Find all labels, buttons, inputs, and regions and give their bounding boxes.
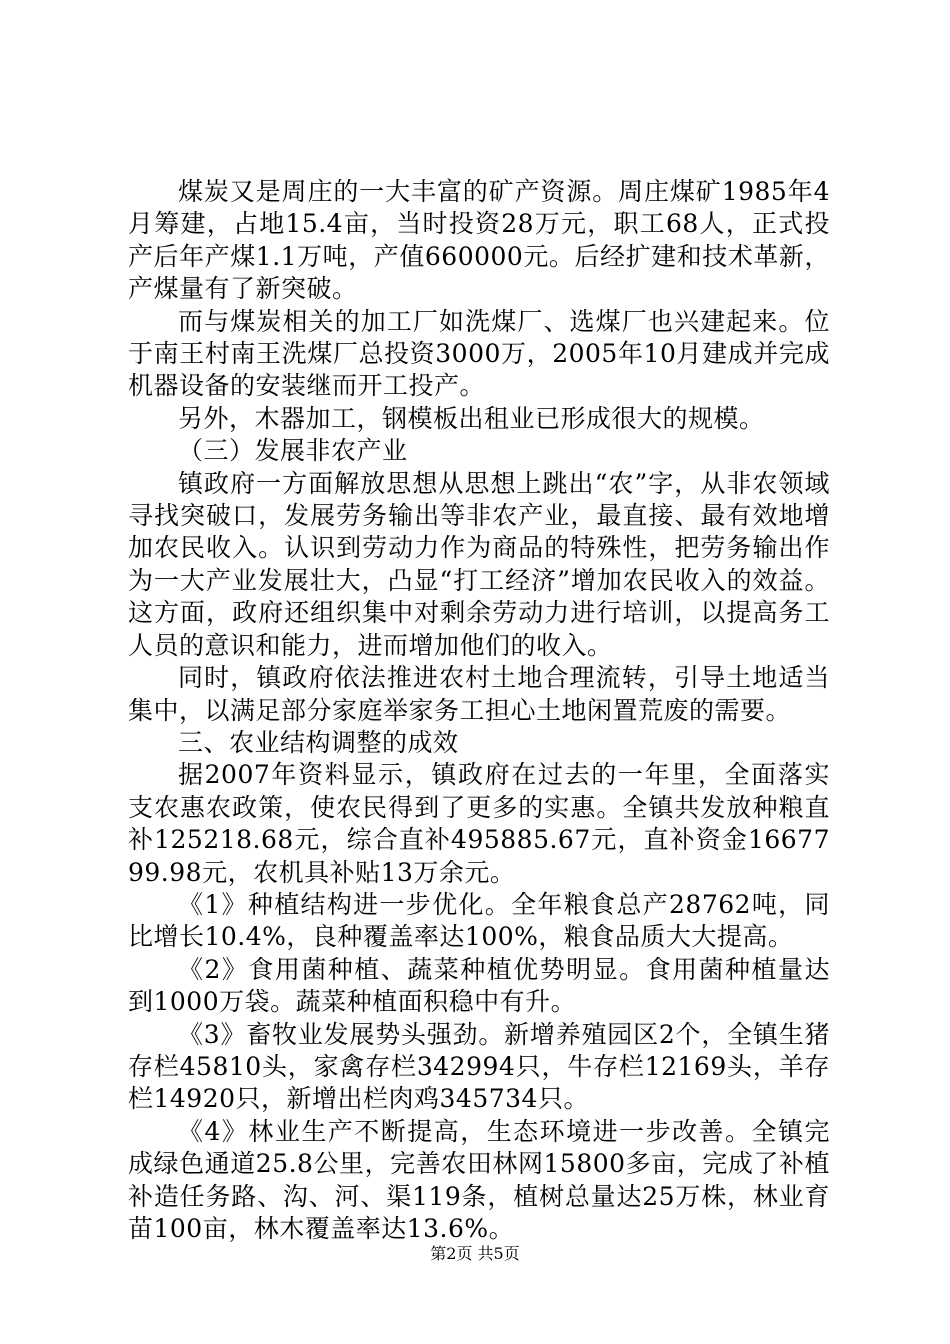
document-body xyxy=(128,176,830,1245)
paragraph-planting-structure: 《1》种植结构进一步优化。全年粮食总产28762吨，同比增长10.4%，良种覆盖率达100%，粮食品质大大提高。 xyxy=(128,889,830,952)
paragraph-forestry: 《4》林业生产不断提高，生态环境进一步改善。全镇完成绿色通道25.8公里，完善农田林网15800多亩，完成了补植补造任务路、沟、河、渠119条，植树总量达25万株，林业育苗100亩，林木覆盖率达13.6%。 xyxy=(128,1116,830,1243)
paragraph-coal-resources: 煤炭又是周庄的一大丰富的矿产资源。周庄煤矿1985年4月筹建，占地15.4亩，当时投资28万元，职工68人，正式投产后年产煤1.1万吨，产值660000元。后经扩建和技术革新，产煤量有了新突破。 xyxy=(128,177,830,304)
paragraph-subsidies-2007: 据2007年资料显示，镇政府在过去的一年里，全面落实支农惠农政策，使农民得到了更多的实惠。全镇共发放种粮直补125218.68元，综合直补495885.67元，直补资金1667799.98元，农机具补贴13万余元。 xyxy=(128,760,830,887)
paragraph-coal-processing: 而与煤炭相关的加工厂如洗煤厂、选煤厂也兴建起来。位于南王村南王洗煤厂总投资3000万，2005年10月建成并完成机器设备的安装继而开工投产。 xyxy=(128,306,830,401)
paragraph-land-transfer: 同时，镇政府依法推进农村土地合理流转，引导土地适当集中，以满足部分家庭举家务工担心土地闲置荒废的需要。 xyxy=(128,663,830,725)
paragraph-mushroom-vegetables: 《2》食用菌种植、蔬菜种植优势明显。食用菌种植量达到1000万袋。蔬菜种植面积稳中有升。 xyxy=(128,954,830,1017)
section-heading-non-agricultural: （三）发展非农产业 xyxy=(178,436,408,466)
paragraph-labor-export: 镇政府一方面解放思想从思想上跳出“农”字，从非农领域寻找突破口，发展劳务输出等非农产业，最直接、最有效地增加农民收入。认识到劳动力作为商品的特殊性，把劳务输出作为一大产业发展壮大，凸显“打工经济”增加农民收入的效益。这方面，政府还组织集中对剩余劳动力进行培训，以提高务工人员的意识和能力，进而增加他们的收入。 xyxy=(128,468,830,660)
page-number-footer: 第2页 共5页 xyxy=(430,1244,520,1263)
section-heading-results: 三、农业结构调整的成效 xyxy=(178,727,459,757)
paragraph-livestock: 《3》畜牧业发展势头强劲。新增养殖园区2个，全镇生猪存栏45810头，家禽存栏342994只，牛存栏12169头，羊存栏14920只，新增出栏肉鸡345734只。 xyxy=(128,1019,830,1114)
paragraph-wood-processing: 另外，木器加工，钢模板出租业已形成很大的规模。 xyxy=(178,403,765,433)
